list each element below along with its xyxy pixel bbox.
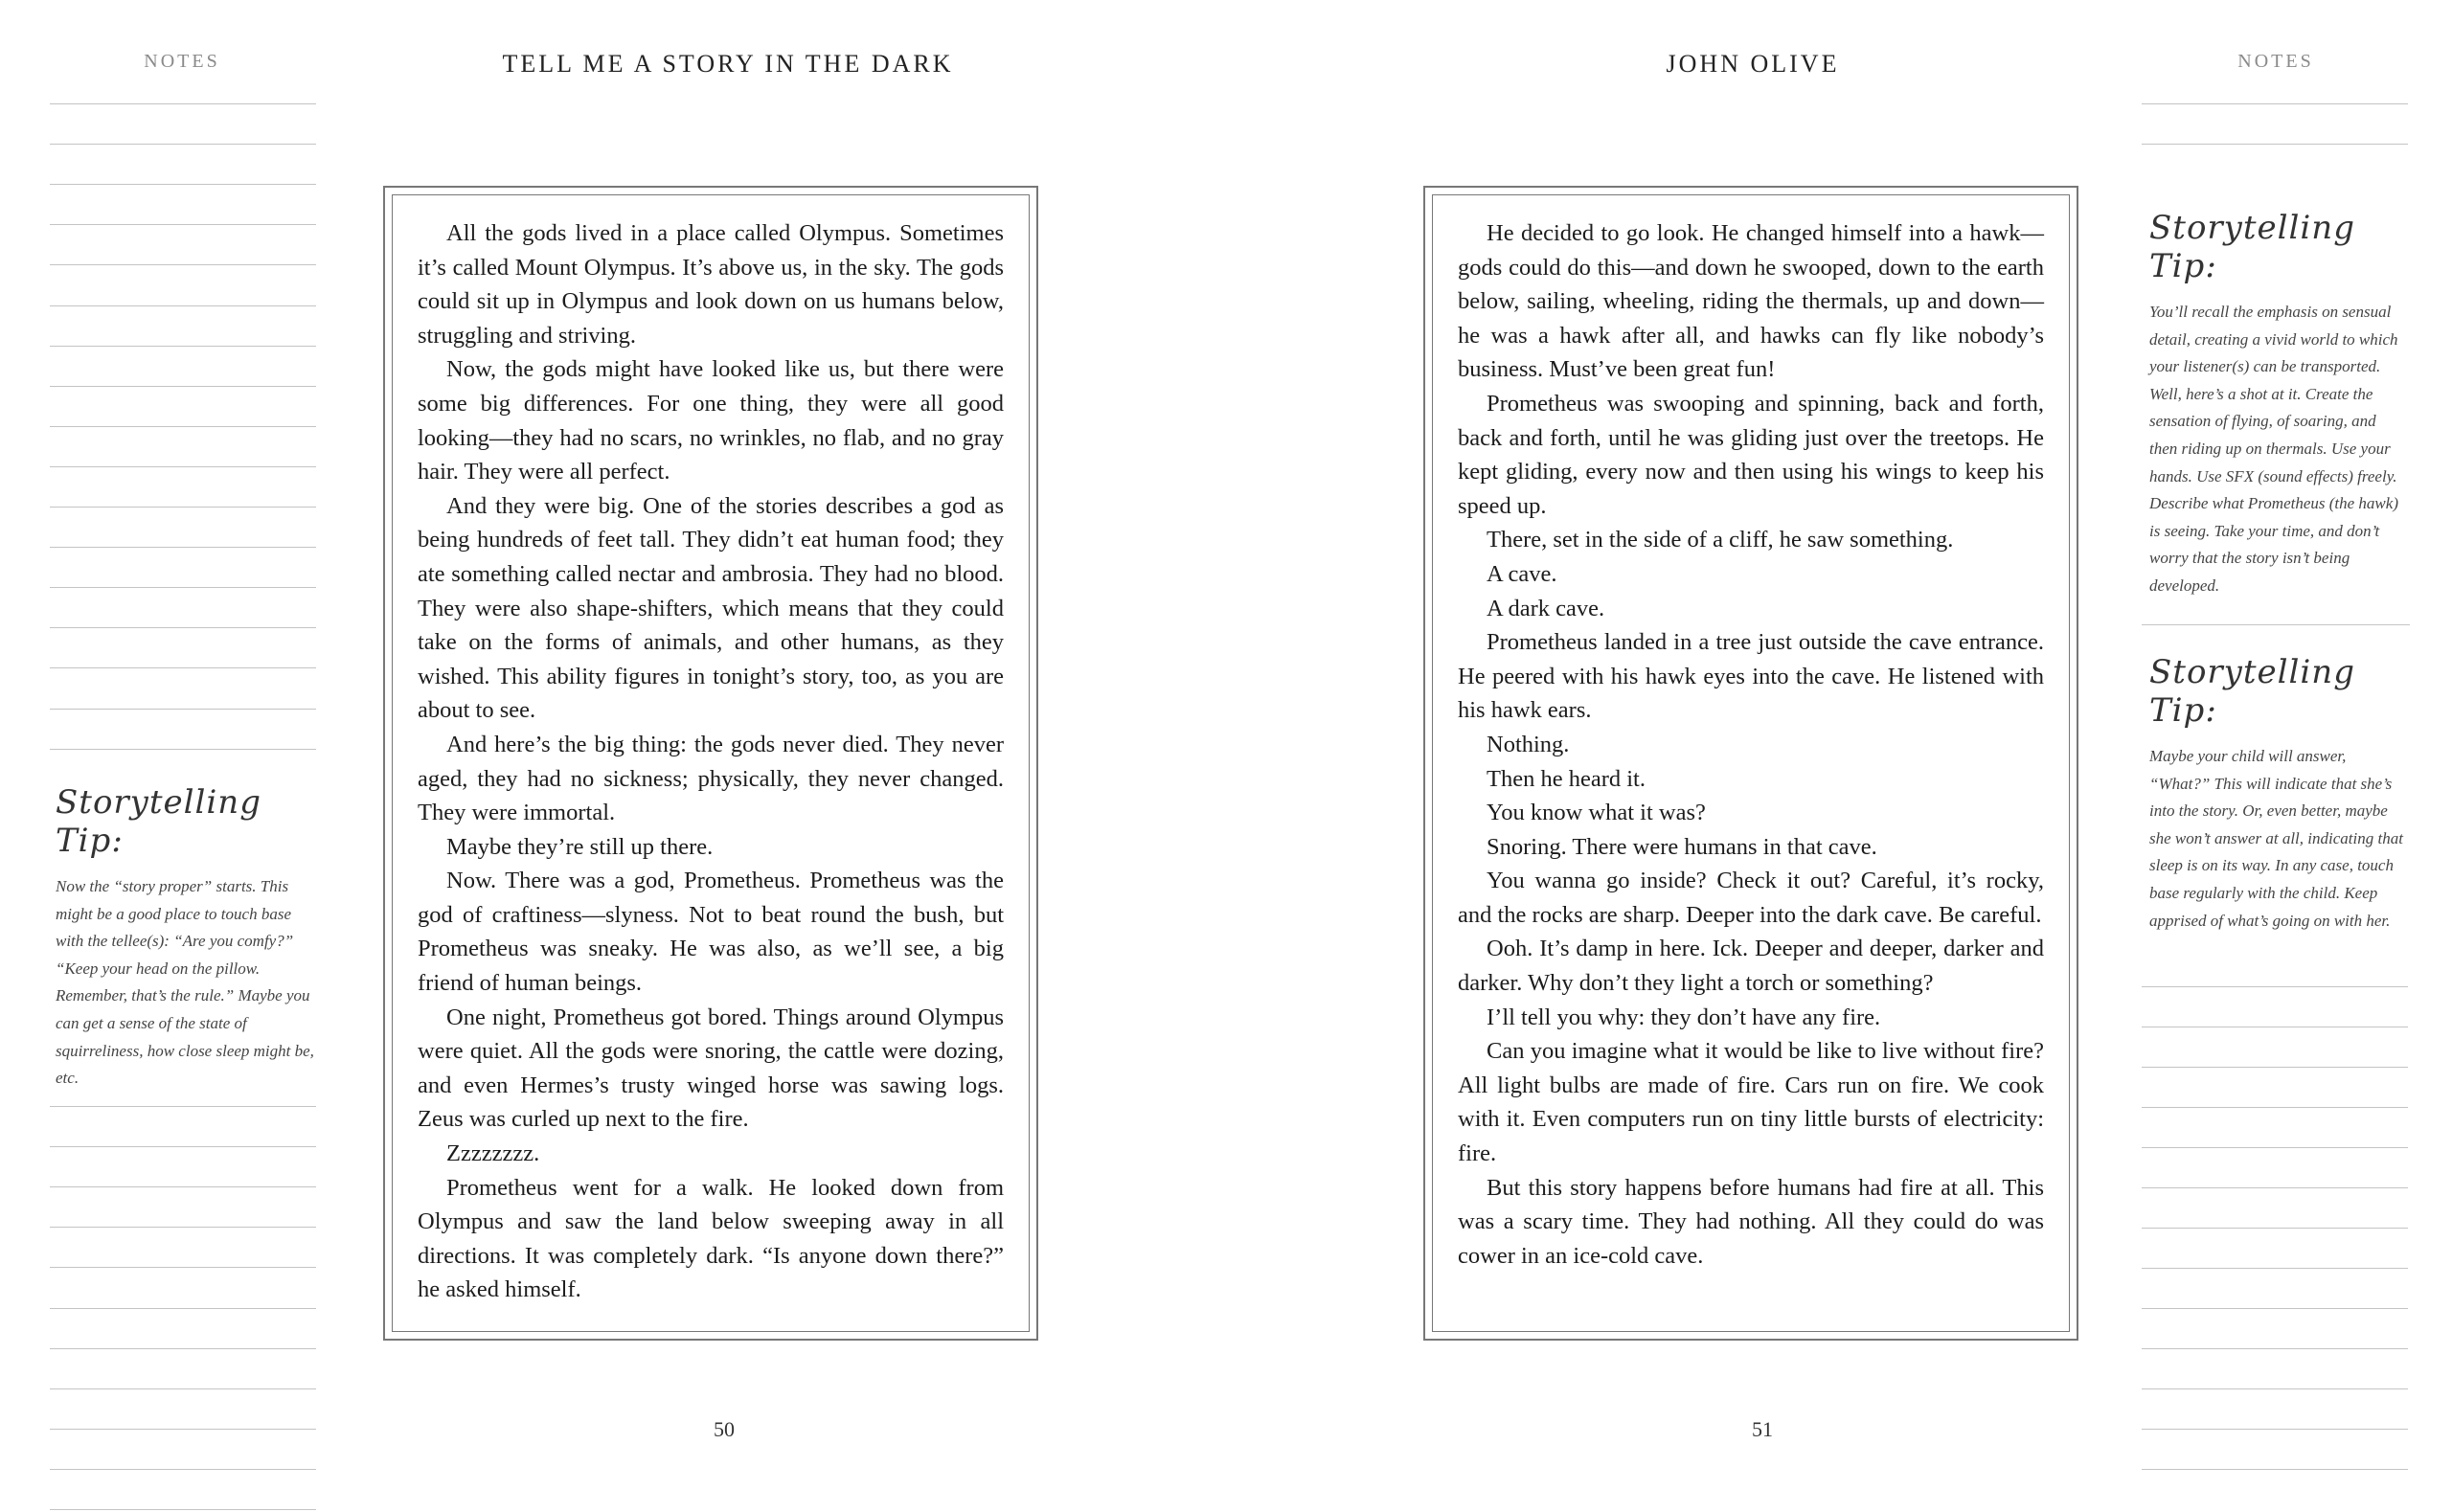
tip-body: Maybe your child will answer, “What?” This will indicate that she’s into the story. Or, even better, maybe she won’t answer at all, indicating that sleep is on its way. In any case, touch base regularly with the child. Keep apprised of what’s going on with her. xyxy=(2149,747,2403,930)
notes-rule-line xyxy=(2142,1268,2408,1269)
notes-rule-line xyxy=(50,1469,316,1470)
notes-rule-line xyxy=(2142,1388,2408,1389)
notes-rule-line xyxy=(2142,144,2408,145)
story-paragraph: Zzzzzzzz. xyxy=(446,1140,540,1167)
story-paragraph: Now, the gods might have looked like us, but there were some big differences. For one thing, they were all good looking—they had no scars, no wrinkles, no flab, and no gray hair. They were all perfect. xyxy=(418,356,1004,485)
notes-rule-line xyxy=(2142,1228,2408,1229)
left-page-number: 50 xyxy=(714,1417,735,1441)
notes-rule-line xyxy=(50,264,316,265)
story-paragraph: One night, Prometheus got bored. Things around Olympus were quiet. All the gods were snoring, the cattle were dozing, and even Hermes’s trusty winged horse was sawing logs. Zeus was curled up next to the fire. xyxy=(418,1004,1004,1133)
left-text-frame xyxy=(383,186,1038,1341)
notes-rule-line xyxy=(2142,1187,2408,1188)
tip-title: Storytelling Tip: xyxy=(2149,209,2355,285)
notes-rule-line xyxy=(50,144,316,145)
story-paragraph: You wanna go inside? Check it out? Careful, it’s rocky, and the rocks are sharp. Deeper into the dark cave. Be careful. xyxy=(1458,868,2044,928)
right-tip-divider xyxy=(2142,624,2410,625)
tip-body: You’ll recall the emphasis on sensual detail, creating a vivid world to which your listener(s) can be transported. Well, here’s a shot at it. Create the sensation of flying, of soaring, and then riding up on thermals. Use your hands. Use SFX (sound effects) freely. Describe what Prometheus (the hawk) is seeing. Take your time, and don’t worry that the story isn’t being developed. xyxy=(2149,303,2398,595)
notes-rule-line xyxy=(2142,1147,2408,1148)
notes-rule-line xyxy=(50,1308,316,1309)
story-paragraph: Maybe they’re still up there. xyxy=(446,833,714,860)
notes-rule-line xyxy=(2142,1107,2408,1108)
notes-rule-line xyxy=(50,587,316,588)
notes-rule-line xyxy=(50,1509,316,1510)
right-story-text xyxy=(1458,216,2044,1273)
story-paragraph: Ooh. It’s damp in here. Ick. Deeper and deeper, darker and darker. Why don’t they light a torch or something? xyxy=(1458,936,2044,997)
left-running-head: TELL ME A STORY IN THE DARK xyxy=(502,50,954,78)
notes-rule-line xyxy=(50,103,316,104)
notes-rule-line xyxy=(50,1429,316,1430)
right-running-head: JOHN OLIVE xyxy=(1666,50,1840,78)
story-paragraph: I’ll tell you why: they don’t have any fire. xyxy=(1487,1004,1881,1030)
notes-rule-line xyxy=(50,1267,316,1268)
notes-rule-line xyxy=(50,1227,316,1228)
notes-rule-line xyxy=(2142,1469,2408,1470)
story-paragraph: All the gods lived in a place called Olympus. Sometimes it’s called Mount Olympus. It’s above us, in the sky. The gods could sit up in Olympus and look down on us humans below, struggling and striving. xyxy=(418,220,1004,349)
story-paragraph: Prometheus landed in a tree just outside the cave entrance. He peered with his hawk eyes into the cave. He listened with his hawk ears. xyxy=(1458,629,2044,724)
notes-rule-line xyxy=(2142,1067,2408,1068)
notes-rule-line xyxy=(50,184,316,185)
story-paragraph: He decided to go look. He changed himself into a hawk—gods could do this—and down he swooped, down to the earth below, sailing, wheeling, riding the thermals, up and down—he was a hawk after all, and hawks can fly like nobody’s business. Must’ve been great fun! xyxy=(1458,220,2044,383)
left-notes-label: NOTES xyxy=(144,51,220,72)
story-paragraph: You know what it was? xyxy=(1487,800,1706,826)
notes-rule-line xyxy=(50,466,316,467)
notes-rule-line xyxy=(50,426,316,427)
story-paragraph: Now. There was a god, Prometheus. Prometheus was the god of craftiness—slyness. Not to beat round the bush, but Prometheus was sneaky. He was also, as we’ll see, a big friend of human beings. xyxy=(418,868,1004,997)
story-paragraph: But this story happens before humans had fire at all. This was a scary time. They had nothing. All they could do was cower in an ice-cold cave. xyxy=(1458,1174,2044,1269)
notes-rule-line xyxy=(50,749,316,750)
story-paragraph: Prometheus was swooping and spinning, back and forth, back and forth, until he was gliding just over the treetops. He kept gliding, every now and then using his wings to keep his speed up. xyxy=(1458,390,2044,519)
notes-rule-line xyxy=(50,709,316,710)
notes-rule-line xyxy=(50,1348,316,1349)
story-paragraph: Nothing. xyxy=(1487,731,1570,757)
tip-title: Storytelling Tip: xyxy=(2149,653,2355,730)
notes-rule-line xyxy=(50,1146,316,1147)
right-storytelling-tip-1 xyxy=(2149,209,2418,600)
right-page-number: 51 xyxy=(1752,1417,1773,1441)
story-paragraph: Snoring. There were humans in that cave. xyxy=(1487,833,1877,860)
notes-rule-line xyxy=(2142,1429,2408,1430)
notes-rule-line xyxy=(2142,103,2408,104)
notes-rule-line xyxy=(50,346,316,347)
notes-rule-line xyxy=(50,305,316,306)
story-paragraph: Then he heard it. xyxy=(1487,765,1646,792)
left-story-text xyxy=(418,216,1004,1307)
notes-rule-line xyxy=(50,1106,316,1107)
notes-rule-line xyxy=(50,627,316,628)
right-text-frame xyxy=(1423,186,2078,1341)
story-paragraph: A dark cave. xyxy=(1487,595,1605,621)
notes-rule-line xyxy=(50,507,316,508)
story-paragraph: A cave. xyxy=(1487,560,1557,587)
right-storytelling-tip-2 xyxy=(2149,653,2418,935)
notes-rule-line xyxy=(50,224,316,225)
tip-title: Storytelling Tip: xyxy=(56,783,261,860)
story-paragraph: Can you imagine what it would be like to live without fire? All light bulbs are made of fire. Cars run on fire. We cook with it. Even computers run on tiny little bursts of electricity: fire. xyxy=(1458,1038,2044,1167)
notes-rule-line xyxy=(2142,1308,2408,1309)
notes-rule-line xyxy=(50,386,316,387)
story-paragraph: And here’s the big thing: the gods never died. They never aged, they had no sickness; physically, they never changed. They were immortal. xyxy=(418,731,1004,826)
notes-rule-line xyxy=(50,1388,316,1389)
story-paragraph: Prometheus went for a walk. He looked down from Olympus and saw the land below sweeping away in all directions. It was completely dark. “Is anyone down there?” he asked himself. xyxy=(418,1174,1004,1303)
notes-rule-line xyxy=(50,1186,316,1187)
story-paragraph: There, set in the side of a cliff, he saw something. xyxy=(1487,527,1954,553)
notes-rule-line xyxy=(2142,1348,2408,1349)
notes-rule-line xyxy=(2142,986,2408,987)
right-notes-label: NOTES xyxy=(2237,51,2314,72)
notes-rule-line xyxy=(50,667,316,668)
story-paragraph: And they were big. One of the stories describes a god as being hundreds of feet tall. They didn’t eat human food; they ate something called nectar and ambrosia. They had no blood. They were also shape-shifters, which means that they could take on the forms of animals, and other humans, as they wished. This ability figures in tonight’s story, too, as you are about to see. xyxy=(418,492,1004,724)
tip-body: Now the “story proper” starts. This might be a good place to touch base with the tellee(s): “Are you comfy?” “Keep your head on the pillow. Remember, that’s the rule.” Maybe you can get a sense of the state of squirreliness, how close sleep might be, etc. xyxy=(56,877,314,1088)
notes-rule-line xyxy=(50,547,316,548)
left-storytelling-tip xyxy=(56,783,324,1093)
